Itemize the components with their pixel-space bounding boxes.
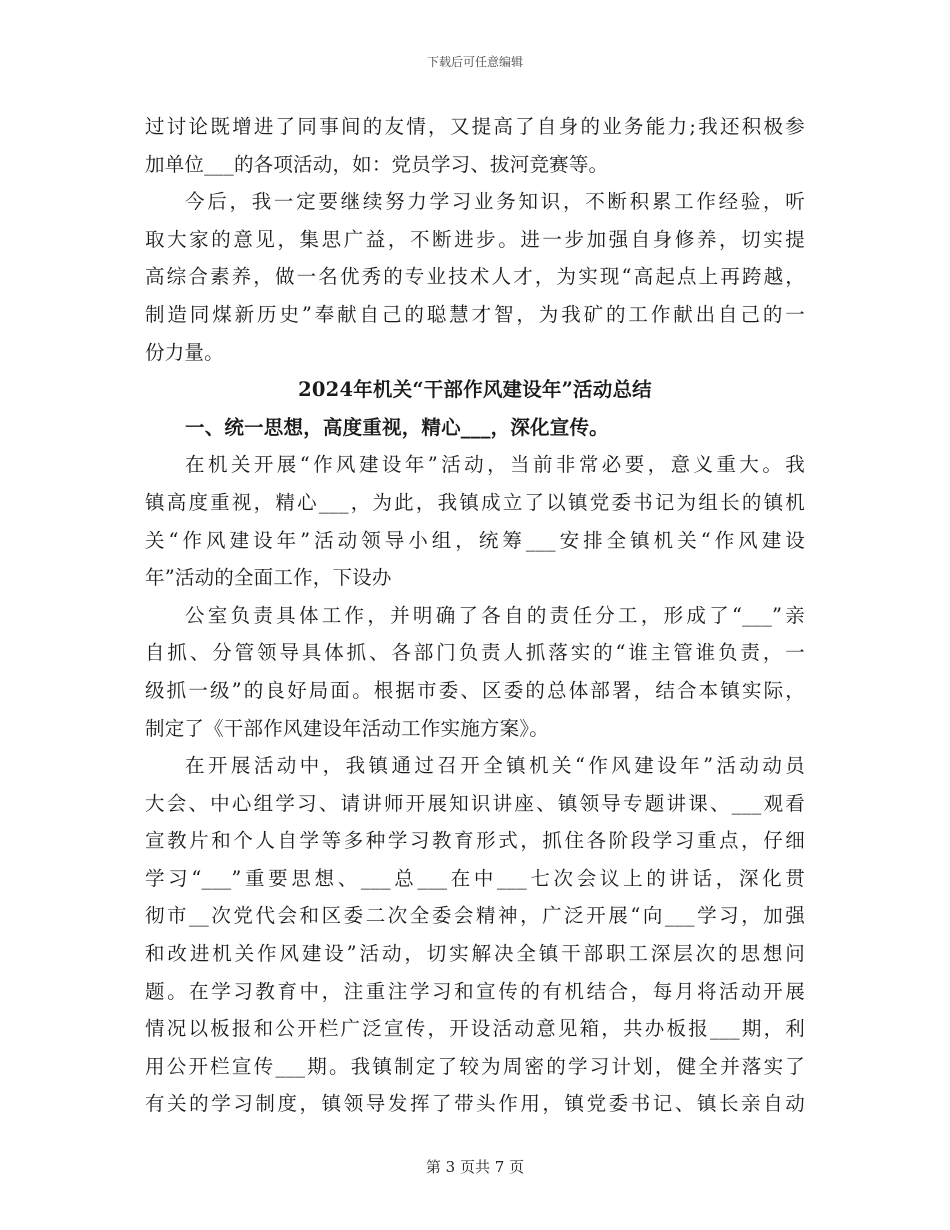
paragraph-line: 关“作风建设年”活动领导小组，统筹___安排全镇机关“作风建设 (145, 528, 805, 552)
paragraph-line: 今后，我一定要继续努力学习业务知识，不断积累工作经验，听 (185, 190, 805, 214)
paragraph-line: 彻市__次党代会和区委二次全委会精神，广泛开展“向___学习，加强 (145, 904, 805, 928)
paragraph-line: 制定了《干部作风建设年活动工作实施方案》。 (145, 716, 549, 740)
page-header: 下载后可任意编辑 (426, 55, 523, 69)
paragraph-line: 过讨论既增进了同事间的友情，又提高了自身的业务能力;我还积极参 (145, 115, 805, 138)
document-body (145, 108, 805, 1123)
paragraph-line: 大会、中心组学习、请讲师开展知识讲座、镇领导专题讲课、___观看 (145, 791, 805, 815)
paragraph-line: 加单位___的各项活动，如：党员学习、拔河竞赛等。 (145, 152, 609, 176)
paragraph-line: 题。在学习教育中，注重注学习和宣传的有机结合，每月将活动开展 (145, 979, 805, 1003)
paragraph-line: 和改进机关作风建设”活动，切实解决全镇干部职工深层次的思想问 (145, 942, 805, 966)
paragraph-line: 用公开栏宣传___期。我镇制定了较为周密的学习计划，健全并落实了 (145, 1054, 805, 1078)
paragraph-line: 取大家的意见，集思广益，不断进步。进一步加强自身修养，切实提 (145, 227, 805, 251)
paragraph-line: 制造同煤新历史”奉献自己的聪慧才智，为我矿的工作献出自己的一 (145, 302, 805, 326)
page-footer: 第 3 页共 7 页 (425, 1158, 525, 1176)
paragraph-line: 镇高度重视，精心___，为此，我镇成立了以镇党委书记为组长的镇机 (145, 490, 805, 514)
paragraph-line: 情况以板报和公开栏广泛宣传，开设活动意见箱，共办板报___期，利 (145, 1017, 805, 1041)
paragraph-line: 高综合素养，做一名优秀的专业技术人才，为实现“高起点上再跨越， (145, 265, 805, 289)
paragraph-line: 公室负责具体工作，并明确了各自的责任分工，形成了“___”亲 (185, 603, 805, 627)
paragraph-line: 在开展活动中，我镇通过召开全镇机关“作风建设年”活动动员 (185, 754, 805, 778)
section-heading: 一、统一思想，高度重视，精心___，深化宣传。 (185, 415, 609, 439)
document-title: 2024年机关“干部作风建设年”活动总结 (298, 378, 652, 402)
paragraph-line: 宣教片和个人自学等多种学习教育形式，抓住各阶段学习重点，仔细 (145, 829, 805, 853)
paragraph-line: 份力量。 (145, 340, 224, 364)
paragraph-line: 有关的学习制度，镇领导发挥了带头作用，镇党委书记、镇长亲自动 (145, 1092, 805, 1116)
paragraph-line: 自抓、分管领导具体抓、各部门负责人抓落实的“谁主管谁负责，一 (145, 641, 805, 665)
paragraph-line: 学习“___”重要思想、___总___在中___七次会议上的讲话，深化贯 (145, 866, 805, 890)
paragraph-line: 级抓一级”的良好局面。根据市委、区委的总体部署，结合本镇实际， (145, 678, 805, 702)
paragraph-line: 在机关开展“作风建设年”活动，当前非常必要，意义重大。我 (185, 453, 805, 477)
paragraph-line: 年”活动的全面工作，下设办 (145, 566, 392, 590)
